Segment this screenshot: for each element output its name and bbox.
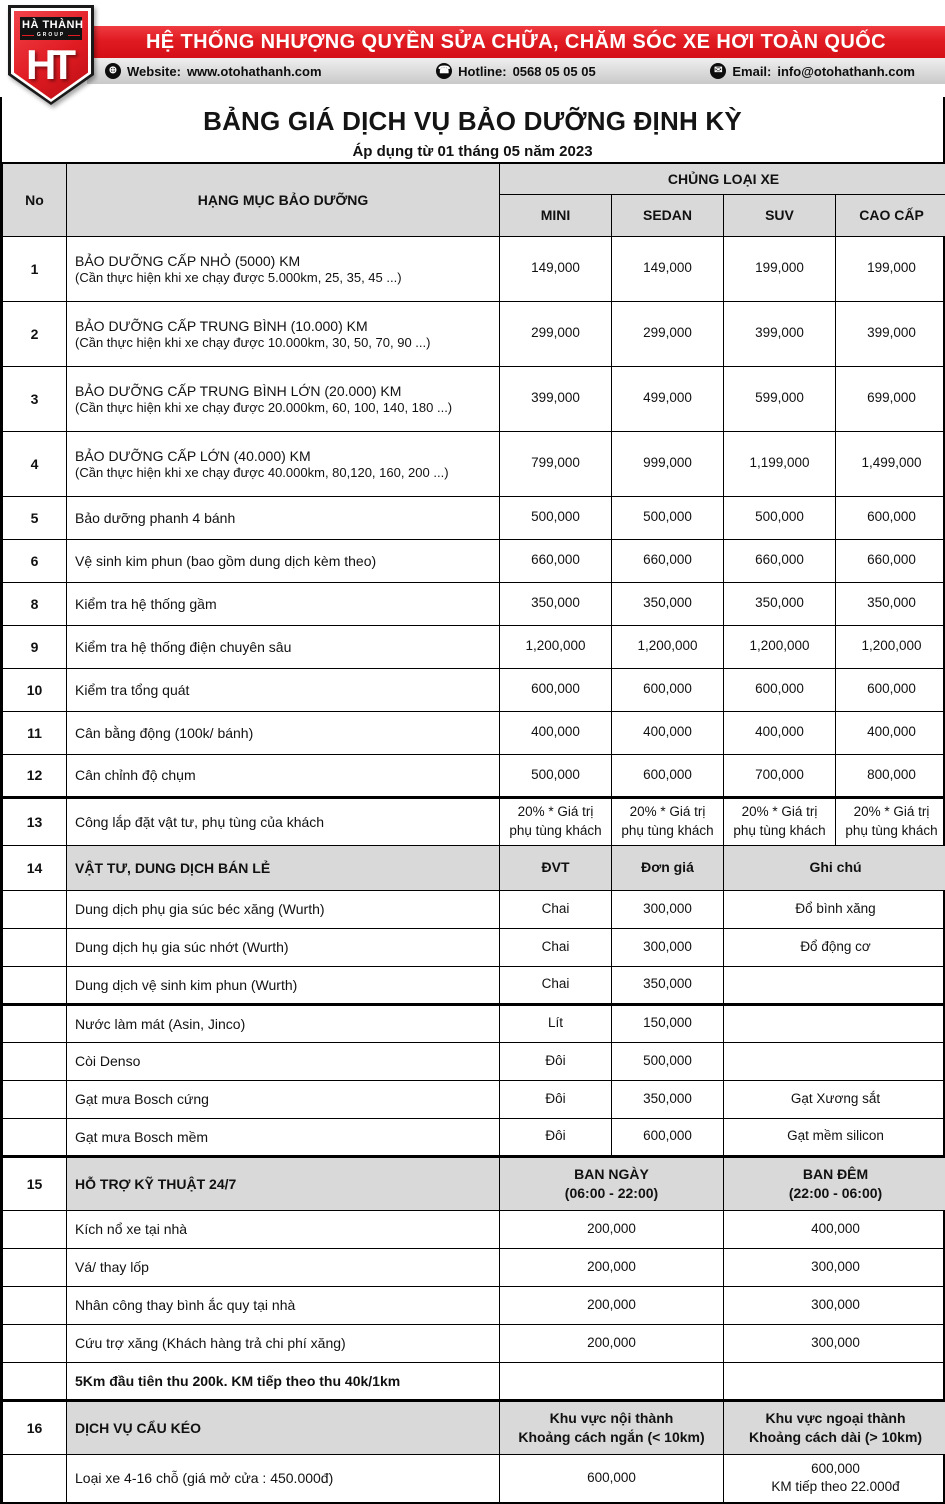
price-cell: 300,000 [724, 1286, 945, 1324]
service-name: BẢO DƯỠNG CẤP LỚN (40.000) KM (Cần thực hiện khi xe chạy được 40.000km, 80,120, 160, 200 ...) [67, 431, 500, 496]
service-name: Kiểm tra hệ thống điện chuyên sâu [67, 625, 500, 668]
service-name: Dung dịch vệ sinh kim phun (Wurth) [67, 966, 500, 1004]
brand-header [0, 0, 945, 97]
price-cell: 300,000 [724, 1248, 945, 1286]
price-cell: 300,000 [724, 1324, 945, 1362]
table-row [3, 1080, 945, 1118]
price-cell: 799,000 [500, 431, 612, 496]
price-cell: 200,000 [500, 1324, 724, 1362]
section-title: HỖ TRỢ KỸ THUẬT 24/7 [67, 1156, 500, 1210]
row-number [3, 1042, 67, 1080]
col-header-mini: MINI [500, 194, 612, 236]
section-header-cell: Ghi chú [724, 845, 945, 890]
section-title: DỊCH VỤ CẨU KÉO [67, 1400, 500, 1454]
table-row [3, 797, 945, 845]
contact-email [710, 63, 915, 79]
price-cell: 500,000 [724, 496, 836, 539]
banner-text: HỆ THỐNG NHƯỢNG QUYỀN SỬA CHỮA, CHĂM SÓC XE HƠI TOÀN QUỐC [145, 30, 887, 53]
price-cell: 20% * Giá trị phụ tùng khách [724, 797, 836, 845]
price-cell: 700,000 [724, 754, 836, 797]
price-cell: 299,000 [500, 301, 612, 366]
row-number: 10 [3, 668, 67, 711]
service-name: Gạt mưa Bosch mềm [67, 1118, 500, 1156]
table-row [3, 668, 945, 711]
service-name: Dung dịch hụ gia súc nhớt (Wurth) [67, 928, 500, 966]
price-cell: 20% * Giá trị phụ tùng khách [612, 797, 724, 845]
price-cell: Chai [500, 966, 612, 1004]
table-row [3, 1004, 945, 1042]
row-number: 3 [3, 366, 67, 431]
row-number [3, 1210, 67, 1248]
table-row [3, 966, 945, 1004]
row-number: 1 [3, 236, 67, 301]
price-cell: 400,000 [836, 711, 945, 754]
price-cell: 400,000 [500, 711, 612, 754]
section-row [3, 1156, 945, 1210]
row-number [3, 890, 67, 928]
table-row [3, 431, 945, 496]
price-cell: 800,000 [836, 754, 945, 797]
row-number: 6 [3, 539, 67, 582]
col-header-vehicle-group: CHỦNG LOẠI XE [500, 163, 945, 194]
price-cell: 1,200,000 [500, 625, 612, 668]
price-cell: 350,000 [612, 582, 724, 625]
service-name: Gạt mưa Bosch cứng [67, 1080, 500, 1118]
table-row [3, 1454, 945, 1502]
row-number [3, 1324, 67, 1362]
row-number: 4 [3, 431, 67, 496]
table-row [3, 1324, 945, 1362]
price-table [2, 162, 945, 1503]
logo-name: HÀ THÀNH [22, 19, 84, 31]
price-cell [500, 1362, 724, 1400]
service-name: BẢO DƯỠNG CẤP NHỎ (5000) KM (Cần thực hiện khi xe chạy được 5.000km, 25, 35, 45 ...) [67, 236, 500, 301]
col-header-item: HẠNG MỤC BẢO DƯỠNG [67, 163, 500, 236]
service-name: Cân bằng động (100k/ bánh) [67, 711, 500, 754]
price-cell: 350,000 [836, 582, 945, 625]
price-cell: 600,000 KM tiếp theo 22.000đ [724, 1454, 945, 1502]
service-name: Bảo dưỡng phanh 4 bánh [67, 496, 500, 539]
service-name: Công lắp đặt vật tư, phụ tùng của khách [67, 797, 500, 845]
price-cell: 149,000 [500, 236, 612, 301]
price-cell: 1,200,000 [724, 625, 836, 668]
price-cell [724, 966, 945, 1004]
price-table-head [3, 163, 945, 236]
price-cell: 399,000 [724, 301, 836, 366]
row-number [3, 1080, 67, 1118]
service-name: Kiểm tra tổng quát [67, 668, 500, 711]
section-header-cell: ĐVT [500, 845, 612, 890]
price-cell: Đổ động cơ [724, 928, 945, 966]
service-name: Còi Denso [67, 1042, 500, 1080]
service-name: Dung dịch phụ gia súc béc xăng (Wurth) [67, 890, 500, 928]
logo-group-text: GROUP [36, 32, 66, 38]
banner [87, 26, 945, 58]
price-cell: Đôi [500, 1080, 612, 1118]
price-cell: 500,000 [612, 496, 724, 539]
price-sheet [0, 97, 945, 1504]
price-cell: 600,000 [612, 754, 724, 797]
price-cell: 400,000 [612, 711, 724, 754]
col-header-suv: SUV [724, 194, 836, 236]
price-cell: 149,000 [612, 236, 724, 301]
service-name: Kiểm tra hệ thống gầm [67, 582, 500, 625]
service-name: Nước làm mát (Asin, Jinco) [67, 1004, 500, 1042]
row-number: 14 [3, 845, 67, 890]
row-number: 2 [3, 301, 67, 366]
row-number [3, 966, 67, 1004]
service-name: Nhân công thay bình ắc quy tại nhà [67, 1286, 500, 1324]
price-cell: 350,000 [612, 966, 724, 1004]
price-cell: 660,000 [724, 539, 836, 582]
table-row [3, 625, 945, 668]
logo-monogram: HT [26, 41, 70, 88]
email-icon [710, 63, 726, 79]
email-label: Email: [732, 63, 772, 79]
table-row [3, 1286, 945, 1324]
price-cell: 600,000 [500, 668, 612, 711]
price-cell: Chai [500, 890, 612, 928]
row-number: 11 [3, 711, 67, 754]
price-cell: 1,200,000 [612, 625, 724, 668]
price-cell [724, 1362, 945, 1400]
price-cell: 500,000 [612, 1042, 724, 1080]
price-cell: 660,000 [836, 539, 945, 582]
table-row [3, 1248, 945, 1286]
contact-hotline [436, 63, 596, 79]
row-number: 16 [3, 1400, 67, 1454]
row-number: 13 [3, 797, 67, 845]
price-cell: 600,000 [836, 668, 945, 711]
contact-bar [87, 58, 945, 84]
section-header-cell: Đơn giá [612, 845, 724, 890]
price-cell: 1,200,000 [836, 625, 945, 668]
price-cell: 200,000 [500, 1286, 724, 1324]
row-number [3, 1362, 67, 1400]
table-row [3, 1210, 945, 1248]
price-cell: 399,000 [500, 366, 612, 431]
table-row [3, 711, 945, 754]
price-cell: 660,000 [612, 539, 724, 582]
globe-icon [105, 63, 121, 79]
section-title: VẬT TƯ, DUNG DỊCH BÁN LẺ [67, 845, 500, 890]
service-name: Kích nổ xe tại nhà [67, 1210, 500, 1248]
price-cell: Gạt Xương sắt [724, 1080, 945, 1118]
section-row [3, 1400, 945, 1454]
price-cell: 600,000 [724, 668, 836, 711]
price-cell: 399,000 [836, 301, 945, 366]
service-name: BẢO DƯỠNG CẤP TRUNG BÌNH (10.000) KM (Cần thực hiện khi xe chạy được 10.000km, 30, 50, 70, 90 ...) [67, 301, 500, 366]
hotline-label: Hotline: [458, 63, 507, 79]
price-cell: 299,000 [612, 301, 724, 366]
section-header-cell: BAN NGÀY (06:00 - 22:00) [500, 1156, 724, 1210]
section-row [3, 845, 945, 890]
contact-website [105, 63, 322, 79]
price-cell: 350,000 [612, 1080, 724, 1118]
table-row [3, 496, 945, 539]
price-cell: 350,000 [724, 582, 836, 625]
table-row [3, 1362, 945, 1400]
price-cell: 200,000 [500, 1210, 724, 1248]
col-header-sedan: SEDAN [612, 194, 724, 236]
price-cell: 20% * Giá trị phụ tùng khách [500, 797, 612, 845]
table-row [3, 582, 945, 625]
price-cell: 1,199,000 [724, 431, 836, 496]
price-cell: 600,000 [500, 1454, 724, 1502]
price-cell: Lít [500, 1004, 612, 1042]
table-row [3, 754, 945, 797]
price-cell: 400,000 [724, 1210, 945, 1248]
price-cell: 200,000 [500, 1248, 724, 1286]
row-number [3, 928, 67, 966]
table-row [3, 236, 945, 301]
col-header-no: No [3, 163, 67, 236]
row-number: 15 [3, 1156, 67, 1210]
website-label: Website: [127, 63, 181, 79]
table-row [3, 890, 945, 928]
price-cell: 199,000 [836, 236, 945, 301]
col-header-caocap: CAO CẤP [836, 194, 945, 236]
row-number [3, 1248, 67, 1286]
row-number [3, 1118, 67, 1156]
service-name: Cân chỉnh độ chụm [67, 754, 500, 797]
title-block [2, 97, 943, 162]
row-number: 5 [3, 496, 67, 539]
page-title: BẢNG GIÁ DỊCH VỤ BẢO DƯỠNG ĐỊNH KỲ [203, 106, 742, 136]
price-cell: 500,000 [500, 496, 612, 539]
service-name: Vệ sinh kim phun (bao gồm dung dịch kèm theo) [67, 539, 500, 582]
table-row [3, 1118, 945, 1156]
table-row [3, 1042, 945, 1080]
price-cell: Chai [500, 928, 612, 966]
price-cell: 500,000 [500, 754, 612, 797]
price-cell: Đổ bình xăng [724, 890, 945, 928]
price-cell: 199,000 [724, 236, 836, 301]
logo-wordmark [20, 17, 82, 40]
price-cell: 999,000 [612, 431, 724, 496]
price-cell: Đôi [500, 1118, 612, 1156]
website-value: www.otohathanh.com [186, 63, 322, 79]
service-name: BẢO DƯỠNG CẤP TRUNG BÌNH LỚN (20.000) KM (Cần thực hiện khi xe chạy được 20.000km, 60, 100, 140, 180 ...) [67, 366, 500, 431]
row-number: 8 [3, 582, 67, 625]
price-cell: 20% * Giá trị phụ tùng khách [836, 797, 945, 845]
price-cell: 150,000 [612, 1004, 724, 1042]
price-cell: 400,000 [724, 711, 836, 754]
row-number [3, 1286, 67, 1324]
table-row [3, 928, 945, 966]
table-row [3, 366, 945, 431]
price-cell: 1,499,000 [836, 431, 945, 496]
headset-icon [436, 63, 452, 79]
ha-thanh-logo [8, 5, 94, 105]
price-cell: 300,000 [612, 928, 724, 966]
email-value: info@otohathanh.com [777, 63, 915, 79]
table-row [3, 539, 945, 582]
price-cell [724, 1004, 945, 1042]
hotline-value: 0568 05 05 05 [512, 63, 596, 79]
section-header-cell: Khu vực ngoại thành Khoảng cách dài (> 10km) [724, 1400, 945, 1454]
section-header-cell: BAN ĐÊM (22:00 - 06:00) [724, 1156, 945, 1210]
price-cell: 600,000 [612, 668, 724, 711]
price-table-body [3, 236, 945, 1502]
table-row [3, 301, 945, 366]
service-name: Vá/ thay lốp [67, 1248, 500, 1286]
price-cell: 599,000 [724, 366, 836, 431]
service-name: Loại xe 4-16 chỗ (giá mở cửa : 450.000đ) [67, 1454, 500, 1502]
price-cell [724, 1042, 945, 1080]
price-cell: 660,000 [500, 539, 612, 582]
row-number: 9 [3, 625, 67, 668]
price-cell: Đôi [500, 1042, 612, 1080]
price-cell: 600,000 [836, 496, 945, 539]
service-name: Cứu trợ xăng (Khách hàng trả chi phí xăng) [67, 1324, 500, 1362]
row-number: 12 [3, 754, 67, 797]
price-cell: 499,000 [612, 366, 724, 431]
price-cell: 699,000 [836, 366, 945, 431]
section-header-cell: Khu vực nội thành Khoảng cách ngắn (< 10km) [500, 1400, 724, 1454]
price-cell: 600,000 [612, 1118, 724, 1156]
price-cell: Gạt mềm silicon [724, 1118, 945, 1156]
page-subtitle: Áp dụng từ 01 tháng 05 năm 2023 [352, 143, 593, 160]
service-name: 5Km đầu tiên thu 200k. KM tiếp theo thu 40k/1km [67, 1362, 500, 1400]
row-number [3, 1004, 67, 1042]
price-cell: 350,000 [500, 582, 612, 625]
price-cell: 300,000 [612, 890, 724, 928]
row-number [3, 1454, 67, 1502]
